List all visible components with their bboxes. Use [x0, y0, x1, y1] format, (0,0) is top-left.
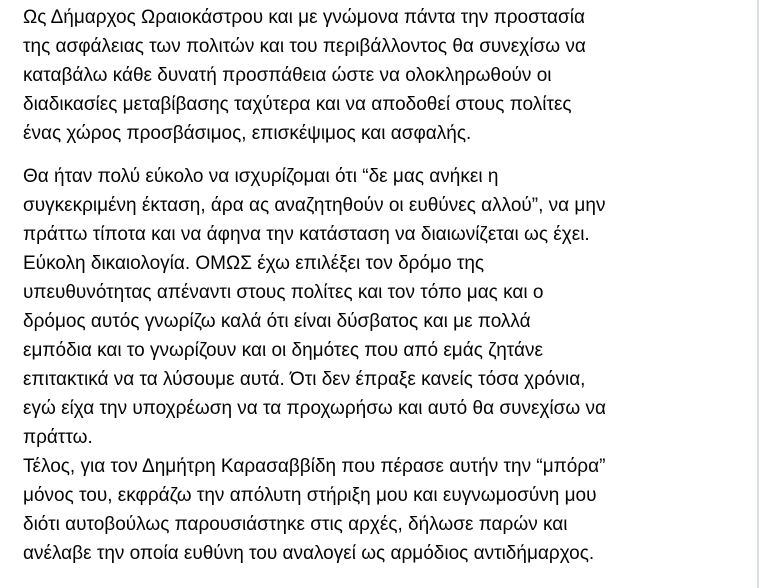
post-paragraph-2: [23, 162, 759, 452]
post-paragraph-1: [23, 0, 759, 148]
text-line: Τέλος, για τον Δημήτρη Καρασαββίδη που πέρασε αυτήν την “μπόρα”: [23, 456, 606, 477]
text-line: συγκεκριμένη έκταση, άρα ας αναζητηθούν οι ευθύνες αλλού”, να μην: [23, 195, 606, 216]
text-line: υπευθυνότητας απέναντι στους πολίτες και τον τόπο μας και ο: [23, 282, 544, 303]
text-line: διαδικασίες μεταβίβασης ταχύτερα και να αποδοθεί στους πολίτες: [23, 94, 572, 115]
text-line: ανέλαβε την οποία ευθύνη του αναλογεί ως αρμόδιος αντιδήμαρχος.: [23, 543, 595, 564]
text-line: Θα ήταν πολύ εύκολο να ισχυρίζομαι ότι “δε μας ανήκει η: [23, 166, 499, 187]
text-line: καταβάλω κάθε δυνατή προσπάθεια ώστε να ολοκληρωθούν οι: [23, 65, 552, 86]
post-paragraph-3: [23, 452, 759, 568]
text-line: πράττω τίποτα και να άφηνα την κατάσταση να διαιωνίζεται ως έχει.: [23, 224, 590, 245]
text-line: Ως Δήμαρχος Ωραιοκάστρου και με γνώμονα πάντα την προστασία: [23, 7, 585, 28]
text-line: της ασφάλειας των πολιτών και του περιβάλλοντος θα συνεχίσω να: [23, 36, 586, 57]
text-line: εγώ είχα την υποχρέωση να τα προχωρήσω και αυτό θα συνεχίσω να: [23, 398, 606, 419]
text-line: δρόμος αυτός γνωρίζω καλά ότι είναι δύσβατος και με πολλά: [23, 311, 531, 332]
text-line: διότι αυτοβούλως παρουσιάστηκε στις αρχές, δήλωσε παρών και: [23, 514, 568, 535]
text-line: πράττω.: [23, 427, 93, 448]
text-line: Εύκολη δικαιολογία. ΟΜΩΣ έχω επιλέξει τον δρόμο της: [23, 253, 485, 274]
text-line: μόνος του, εκφράζω την απόλυτη στήριξη μου και ευγνωμοσύνη μου: [23, 485, 597, 506]
text-line: ένας χώρος προσβάσιμος, επισκέψιμος και ασφαλής.: [23, 123, 472, 144]
text-line: εμπόδια και το γνωρίζουν και οι δημότες που από εμάς ζητάνε: [23, 340, 543, 361]
text-line: επιτακτικά να τα λύσουμε αυτά. Ότι δεν έπραξε κανείς τόσα χρόνια,: [23, 369, 586, 390]
